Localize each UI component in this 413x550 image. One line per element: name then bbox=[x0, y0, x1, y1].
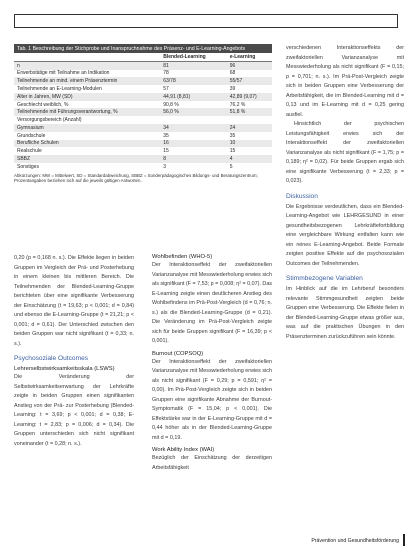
table-cell bbox=[227, 116, 272, 124]
table-note: Abkürzungen: MW = Mittelwert, SD = Standardabweichung, SBBZ = Sonderpädagogisches Bildungs- und Beratungszentrum; Prozentangaben beziehen sich auf die jeweils gültigen Antworten. bbox=[14, 172, 258, 183]
table-cell: 5 bbox=[229, 163, 233, 170]
page-header-frame bbox=[14, 14, 398, 28]
paragraph: Der Interaktionseffekt der zweifaktoriellen Varianzanalyse mit Messwiederholung erwies sich als signifikant (F = 7,53; p = 0,008; η² = 0,07). Das E-Learning zeigte einen deutlicheren Anstieg des Wohlbefindens im Prä-Post-Vergleich (d = 0,76; n. s.) als die Blended-Learning-Gruppe (d = 0,21). Die Veränderung im Prä-Post-Vergleich zeigte sich für beide Gruppen signifikant (F = 16,39; p < 0,001). bbox=[152, 262, 273, 344]
text-column-b bbox=[152, 254, 272, 473]
table-row bbox=[14, 163, 272, 171]
paragraph: 0,20 (p = 0,168 n. s.). Die Effekte liegen in beiden Gruppen im Vergleich der Prä- und Posterhebung in einem kleinen bis mittleren Bereich. Die Teilnehmenden der Blended-Learning-Gruppe berichteten über eine signifikante Verbesserung der Einschätzung (t = 19,63; p < 0,001; d = 0,84) und ebenso die E-Learning-Gruppe (t = 21,21; p < 0,001; d = 0,61). Der Unterschied zwischen den beiden Gruppen war nicht signifikant (t = 0,33; n. s.). bbox=[14, 255, 134, 347]
table-cell: Grundschule bbox=[17, 132, 46, 139]
table-cell: Berufliche Schulen bbox=[14, 140, 160, 148]
table-cell: SBBZ bbox=[14, 155, 160, 163]
subsection-heading: Work Ability Index (WAI) bbox=[152, 447, 215, 453]
table-cell: 55/57 bbox=[227, 77, 272, 85]
paragraph: Hinsichtlich der psychischen Leistungsfähigkeit erwies sich der Interaktionseffekt der zweifaktoriellen Varianzanalyse als nicht signifikant (F = 1,75; p = 0,189; η² = 0,02). Für beide Gruppen ergab sich eine signifikante Verbesserung (t = 2,33; p = 0,023). bbox=[286, 121, 404, 184]
footer-journal-name: Prävention und Gesundheitsförderung bbox=[311, 538, 399, 544]
table-row bbox=[14, 132, 272, 140]
table-cell: 90,8 % bbox=[163, 101, 179, 108]
table-row bbox=[14, 116, 272, 124]
table-cell: 42,89 (9,07) bbox=[227, 93, 272, 101]
table-row bbox=[14, 147, 272, 155]
data-table bbox=[14, 53, 272, 171]
table-cell: Teilnehmende an E-Learning-Modulen bbox=[17, 86, 102, 93]
table-header-cell: Blended-Learning bbox=[160, 53, 227, 61]
table-cell: 15 bbox=[163, 148, 169, 155]
table-row bbox=[14, 61, 272, 69]
table-cell: Geschlecht weiblich, % bbox=[17, 101, 69, 108]
table-row bbox=[14, 108, 272, 116]
table-title: Tab. 1 Beschreibung der Stichprobe und Inanspruchnahme des Präsenz- und E-Learning-Angebots bbox=[14, 44, 272, 53]
footer-bar bbox=[403, 534, 405, 546]
paragraph: verschiedenen Interaktionseffekts der zweifaktoriellen Varianzanalyse mit Messwiederholung als nicht signifikant (F = 0,15; p = 0,701; n. s.). Im Prä-Post-Vergleich zeigte sich in beiden Gruppen eine Verbesserung der Arbeitsfähigkeit, die im Blended-Learning mit d = 0,13 und im E-Learning mit d = 0,25 gering ausfiel. bbox=[286, 45, 404, 118]
table-cell: 81 bbox=[160, 61, 227, 69]
table-cell: 56,0 % bbox=[160, 108, 227, 116]
subsection-heading: Lehrerselbstwirksamkeitsskala (LSWS) bbox=[14, 366, 115, 372]
table-cell: Teilnehmende an mind. einem Präsenztermin bbox=[14, 77, 160, 85]
right-column bbox=[286, 44, 404, 342]
table-cell: Versorgungsbereich (Anzahl) bbox=[17, 117, 82, 124]
table-cell: Teilnehmende mit Führungsverantwortung, % bbox=[14, 108, 160, 116]
subsection-heading: Wohlbefinden (WHO-5) bbox=[152, 254, 213, 260]
table-cell: 4 bbox=[227, 155, 272, 163]
section-heading: Stimmbezogene Variablen bbox=[286, 275, 363, 282]
table-row bbox=[14, 124, 272, 132]
table-cell: 35 bbox=[163, 132, 169, 139]
table-cell: 76,2 % bbox=[229, 101, 246, 108]
table-cell: 44,91 (8,81) bbox=[160, 93, 227, 101]
table-cell: Realschule bbox=[17, 148, 42, 155]
section-heading: Psychosoziale Outcomes bbox=[14, 355, 89, 362]
text-column-a bbox=[14, 254, 134, 449]
table-cell: 51,8 % bbox=[227, 108, 272, 116]
paragraph: Die Veränderung der Selbstwirksamkeitserwartung der Lehrkräfte zeigte in beiden Gruppen einen signifikanten Anstieg von der Prä- zur Posterhebung (Blended-Learning: t = 3,69; p < 0,001; d = 0,38; E-Learning: t = 2,83; p = 0,006; d = 0,34). Die Gruppen unterschieden sich nicht signifikant voneinander (t = 0,28; n. s.). bbox=[14, 374, 134, 447]
table-cell: 8 bbox=[160, 155, 227, 163]
section-heading: Diskussion bbox=[286, 192, 318, 200]
left-column bbox=[14, 44, 273, 471]
table-cell: 57 bbox=[163, 86, 169, 93]
table-header-cell: e-Learning bbox=[227, 53, 272, 61]
table-cell: Sonstiges bbox=[17, 163, 39, 170]
table-row bbox=[14, 70, 272, 78]
table-cell: Alter in Jahren, MW (SD) bbox=[14, 93, 160, 101]
table-header-row bbox=[14, 53, 272, 61]
table-row bbox=[14, 101, 272, 109]
table-cell: 68 bbox=[229, 70, 236, 77]
table-cell: 16 bbox=[160, 140, 227, 148]
paragraph: Bezüglich der Einschätzung der derzeitigen Arbeitsfähigkeit bbox=[152, 455, 272, 471]
table-cell: 78 bbox=[163, 70, 169, 77]
table-cell: 63/78 bbox=[160, 77, 227, 85]
table-row bbox=[14, 155, 272, 163]
table-cell: Gymnasium bbox=[14, 124, 160, 132]
table-cell: Erwerbstätige mit Teilnahme an Indikation bbox=[17, 70, 110, 77]
paragraph: Der Interaktionseffekt der zweifaktoriellen Varianzanalyse mit Messwiederholung erwies sich als nicht signifikant (F = 0,29; p = 0,591; η² = 0,00). Im Prä-Post-Vergleich zeigte sich in beiden Gruppen eine signifikante Abnahme der Burnout-Symptomatik (F = 15,04; p < 0,001). Die Effektstärke war in der E-Learning-Gruppe mit d = 0,44 höher als in der Blended-Learning-Gruppe mit d = 0,19. bbox=[152, 358, 272, 441]
table-cell bbox=[160, 116, 227, 124]
table-cell: 3 bbox=[163, 163, 166, 170]
table-cell: n bbox=[14, 61, 160, 69]
table-row bbox=[14, 140, 272, 148]
table-row bbox=[14, 77, 272, 85]
table-cell: 96 bbox=[227, 61, 272, 69]
table-header-cell bbox=[14, 53, 160, 61]
subsection-heading: Burnout (COPSOQ) bbox=[152, 350, 204, 357]
table-cell: 35 bbox=[229, 132, 236, 139]
table-row bbox=[14, 93, 272, 101]
paragraph: Im Hinblick auf die im Lehrberuf besonders relevante Stimmgesundheit zeigten beide Gruppen eine Verbesserung. Die Effekte fielen in der Blended-Learning-Gruppe etwas größer aus, was auf die praktischen Übungen in den Präsenzterminen zurückzuführen sein könnte. bbox=[286, 286, 404, 340]
table-cell: 39 bbox=[229, 86, 236, 93]
table-cell: 34 bbox=[160, 124, 227, 132]
table-cell: 24 bbox=[227, 124, 272, 132]
table-row bbox=[14, 85, 272, 93]
table-cell: 15 bbox=[229, 148, 236, 155]
table-cell: 10 bbox=[227, 140, 272, 148]
paragraph: Die Ergebnisse verdeutlichen, dass ein Blended-Learning-Angebot wie LEHRGESUND in einer gesundheitsbezogenen Lehrkräftefortbildung eine vergleichbare Wirkung entfalten kann wie ein reines E-Learning-Angebot. Beide Formate zeigten positive Effekte auf die psychosozialen Outcomes der Teilnehmenden. bbox=[286, 203, 404, 267]
